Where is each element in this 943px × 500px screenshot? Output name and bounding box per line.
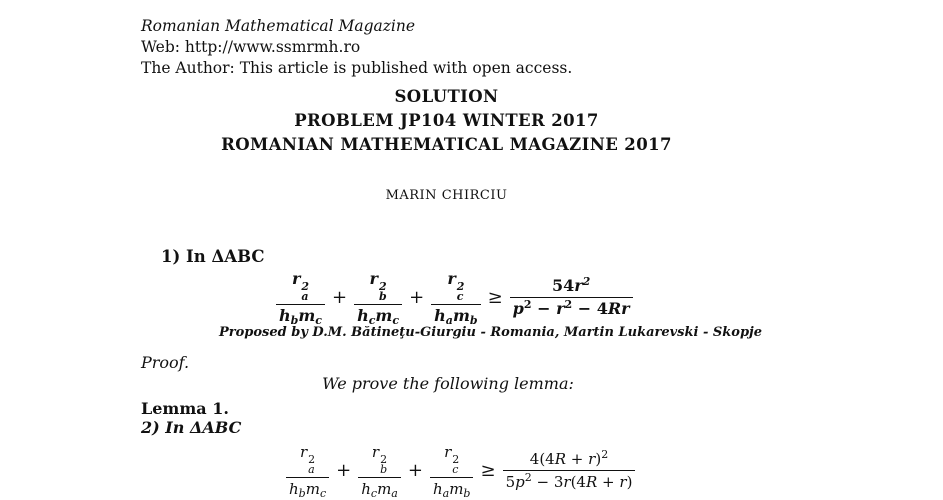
fraction-term-a: r 2 a $h_bm_c$ [276,270,325,325]
lemma-fraction-term-a: r 2 a $h_bm_c$ [286,443,329,498]
fraction-term-b: r 2 b $h_cm_c$ [354,270,402,325]
proof-label: Proof. [141,353,190,372]
author-name: MARIN CHIRCIU [385,188,508,203]
fraction-rhs: $\frac{54r^2}{p^2 - r^2 - 4Rr}$ [510,277,633,318]
problem-inequality: r 2 a $h_bm_c$ + r 2 b $h_cm_c$ + r 2 c $h_am_b$ ≥ $\frac{54r^2}{p^2 - r^2 - 4Rr}$ [274,270,635,325]
proof-intro: We prove the following lemma: [322,374,574,393]
lemma-fraction-term-b: r 2 b $h_cm_a$ [358,443,401,498]
title-solution: SOLUTION [394,87,499,106]
lemma-fraction-term-c: r 2 c $h_am_b$ [430,443,474,498]
fraction-term-c: r 2 c $h_am_b$ [431,270,480,325]
website-line: Web: http://www.ssmrmh.ro [141,38,361,56]
proposed-by: Proposed by D.M. Bătineţu-Giurgiu - Romania, Martin Lukarevski - Skopje [218,325,763,340]
lemma-inequality: r 2 a $h_bm_c$ + r 2 b $h_cm_a$ + r 2 c $h_am_b$ ≥ $\frac{4(4R + r)^2}{5p^2 - 3r(4R + r)}$ [284,443,637,498]
journal-name: Romanian Mathematical Magazine [141,17,416,35]
title-magazine: ROMANIAN MATHEMATICAL MAGAZINE 2017 [221,135,672,154]
lemma-fraction-rhs: $\frac{4(4R + r)^2}{5p^2 - 3r(4R + r)}$ [503,450,636,491]
title-problem: PROBLEM JP104 WINTER 2017 [294,111,599,130]
author-note: The Author: This article is published with open access. [141,59,573,77]
lemma-heading: 2) In ΔABC [141,418,242,437]
lemma-title: Lemma 1. [141,399,229,418]
problem-heading: 1) In ΔABC [161,247,265,266]
